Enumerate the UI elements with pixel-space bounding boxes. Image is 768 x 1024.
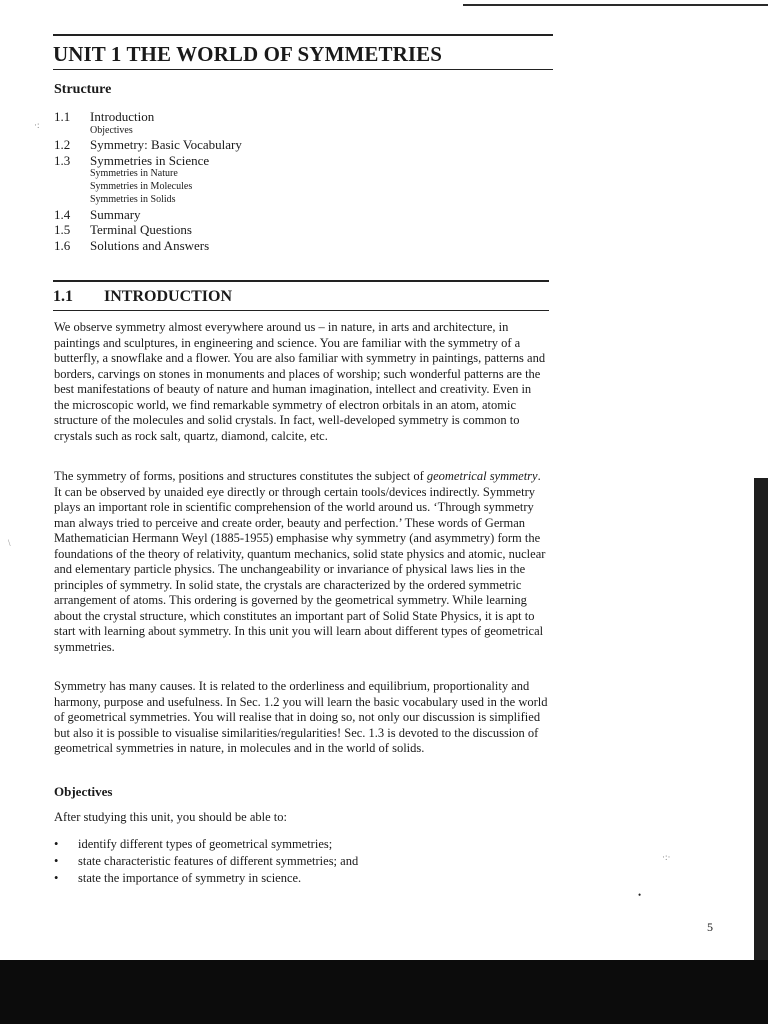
toc-item [54, 153, 534, 169]
scan-top-rule [463, 4, 768, 6]
toc-item-label: Summary [90, 206, 141, 222]
toc-item-number: 1.6 [54, 237, 71, 253]
toc-item-number: 1.4 [54, 206, 71, 222]
objective-text: state characteristic features of different symmetries; and [78, 854, 359, 868]
scan-speck: ·:· [662, 852, 671, 862]
scan-edge-shadow [754, 478, 768, 960]
toc-item-label: Symmetry: Basic Vocabulary [90, 137, 242, 153]
objectives-list [54, 836, 549, 887]
table-of-contents [54, 109, 534, 253]
paragraph-text: . It can be observed by unaided eye directly or through certain tools/devices indirectly. Symmetry plays an important role in scientific comprehension of the world around us. ‘Through symmetry man always tried to perceive and create order, beauty and perfection.’ These words of German Mathematician Hermann Weyl (1885-1955) emphasise why symmetry (and asymmetry) form the foundations of the theory of relativity, quantum mechanics, solid state physics and atomic, nuclear and elementary particle physics. The unchangeability or invariance of physical laws lies in the principles of symmetry. In solid state, the crystals are characterized by the ordered symmetric arrangement of atoms. This ordering is governed by the geometrical symmetry. While learning about the crystal structure, which constitutes an important part of Solid State Physics, it is apt to start with learning about symmetry. In this unit you will learn about different types of geometrical symmetries. [54, 469, 546, 654]
heading-rule-bottom [53, 69, 553, 70]
toc-item-number: 1.1 [54, 109, 71, 124]
paragraph [54, 469, 549, 655]
section-rule-top [53, 280, 549, 282]
objective-text: identify different types of geometrical symmetries; [78, 837, 333, 851]
toc-item-label: Introduction [90, 109, 155, 124]
scan-speck: • [638, 890, 642, 900]
objective-text: state the importance of symmetry in science. [78, 871, 302, 885]
toc-item [54, 222, 534, 238]
toc-item [54, 109, 534, 125]
scan-speck: \ [8, 538, 11, 548]
toc-subitem: Symmetries in Solids [90, 193, 176, 205]
bullet-icon: • [54, 837, 59, 851]
paragraph-text: The symmetry of forms, positions and structures constitutes the subject of [54, 469, 427, 483]
structure-title: Structure [54, 82, 112, 97]
toc-item-number: 1.3 [54, 152, 71, 168]
paragraph: We observe symmetry almost everywhere around us – in nature, in arts and architecture, in paintings and sculptures, in engineering and science. You are familiar with the symmetry of a butterfly, a snowflake and a flower. You are also familiar with symmetry in paintings, patterns and borders, carvings on stones in monuments and places of worship; such wonderful patterns are the best manifestations of beauty of nature and human imagination, intellect and creativity. Even in the microscopic world, we find remarkable symmetry of electron orbitals in an atom, atomic structure of the molecules and solid crystals. In fact, well-developed symmetry is common to crystals such as rock salt, quartz, diamond, calcite, etc. [54, 320, 546, 443]
toc-subitem: Symmetries in Molecules [90, 181, 193, 193]
section-title: INTRODUCTION [104, 287, 233, 305]
toc-item-number: 1.2 [54, 137, 71, 153]
objective-item [54, 853, 549, 870]
toc-item [54, 207, 534, 223]
section-heading-block [53, 280, 549, 311]
toc-item-label: Solutions and Answers [90, 237, 210, 253]
scan-speck: ·: [34, 120, 40, 130]
page-number: 5 [707, 920, 713, 934]
section-rule-bottom [53, 310, 549, 311]
scan-bottom-band [0, 960, 768, 1024]
objective-item [54, 836, 549, 853]
toc-item [54, 137, 534, 153]
section-number: 1.1 [53, 287, 73, 305]
emphasis-term: geometrical symmetry [426, 469, 538, 483]
toc-item-label: Symmetries in Science [90, 152, 210, 168]
toc-subitem: Symmetries in Nature [90, 168, 178, 180]
bullet-icon: • [54, 871, 59, 885]
toc-item-number: 1.5 [54, 222, 71, 238]
unit-heading-block [53, 34, 553, 70]
toc-subitem: Objectives [90, 124, 133, 136]
objective-item [54, 870, 549, 887]
unit-heading: UNIT 1 THE WORLD OF SYMMETRIES [53, 42, 443, 66]
toc-item-label: Terminal Questions [90, 222, 192, 238]
section-heading [53, 287, 549, 307]
toc-item [54, 238, 534, 254]
objectives-title: Objectives [54, 784, 113, 799]
bullet-icon: • [54, 854, 59, 868]
heading-rule-top [53, 34, 553, 36]
paragraph: Symmetry has many causes. It is related to the orderliness and equilibrium, proportionality and harmony, purpose and usefulness. In Sec. 1.2 you will learn the basic vocabulary used in the world of geometrical symmetries. You will realise that in doing so, not only our discussion is simplified but also it is possible to visualise similarities/regularities! Sec. 1.3 is devoted to the discussion of geometrical symmetries in nature, in molecules and in the world of solids. [54, 679, 548, 755]
objectives-intro: After studying this unit, you should be able to: [54, 810, 287, 824]
